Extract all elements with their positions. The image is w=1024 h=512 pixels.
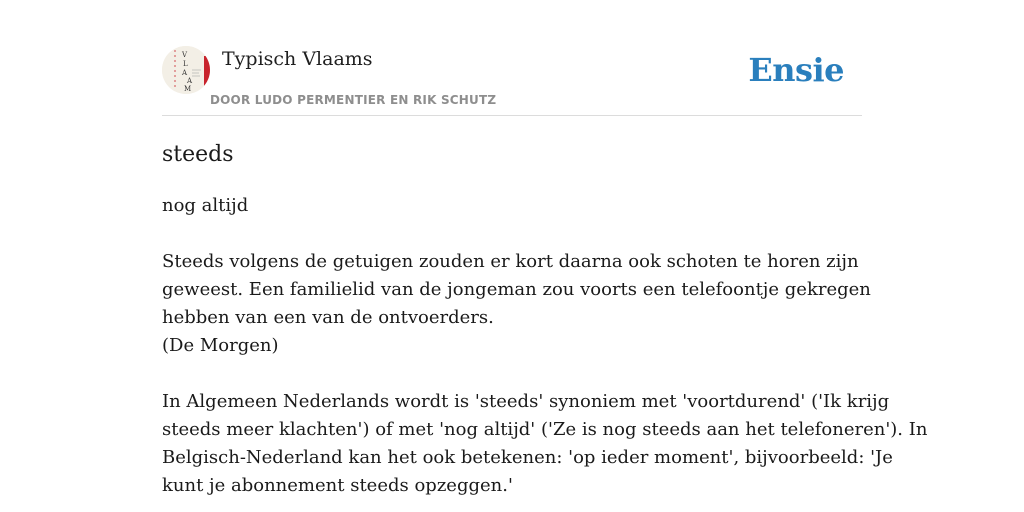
entry-term: steeds bbox=[162, 142, 234, 167]
explanation-line: steeds meer klachten') of met 'nog altijd' ('Ze is nog steeds aan het telefoneren'). In bbox=[162, 419, 928, 440]
example-line: hebben van een van de ontvoerders. bbox=[162, 307, 494, 328]
entry-definition: nog altijd bbox=[162, 195, 249, 216]
entry-explanation bbox=[162, 388, 928, 500]
example-source: (De Morgen) bbox=[162, 335, 279, 356]
explanation-line: In Algemeen Nederlands wordt is 'steeds' synoniem met 'voortdurend' ('Ik krijg bbox=[162, 391, 890, 412]
svg-text:M: M bbox=[184, 85, 192, 93]
example-line: geweest. Een familielid van de jongeman zou voorts een telefoontje gekregen bbox=[162, 279, 871, 300]
ensie-logo[interactable]: Ensie bbox=[748, 51, 844, 89]
explanation-line: Belgisch-Nederland kan het ook betekenen: 'op ieder moment', bijvoorbeeld: 'Je bbox=[162, 447, 893, 468]
explanation-line: kunt je abonnement steeds opzeggen.' bbox=[162, 475, 513, 496]
example-line: Steeds volgens de getuigen zouden er kort daarna ook schoten te horen zijn bbox=[162, 251, 859, 272]
svg-text:A: A bbox=[187, 77, 193, 85]
source-authors: DOOR LUDO PERMENTIER EN RIK SCHUTZ bbox=[210, 93, 497, 107]
typisch-vlaams-logo-icon[interactable] bbox=[162, 46, 210, 94]
svg-text:L: L bbox=[183, 60, 188, 68]
source-title[interactable]: Typisch Vlaams bbox=[222, 48, 373, 70]
svg-text:A: A bbox=[182, 69, 188, 77]
entry-example bbox=[162, 248, 871, 360]
source-header bbox=[162, 46, 862, 116]
svg-text:V: V bbox=[182, 51, 188, 59]
